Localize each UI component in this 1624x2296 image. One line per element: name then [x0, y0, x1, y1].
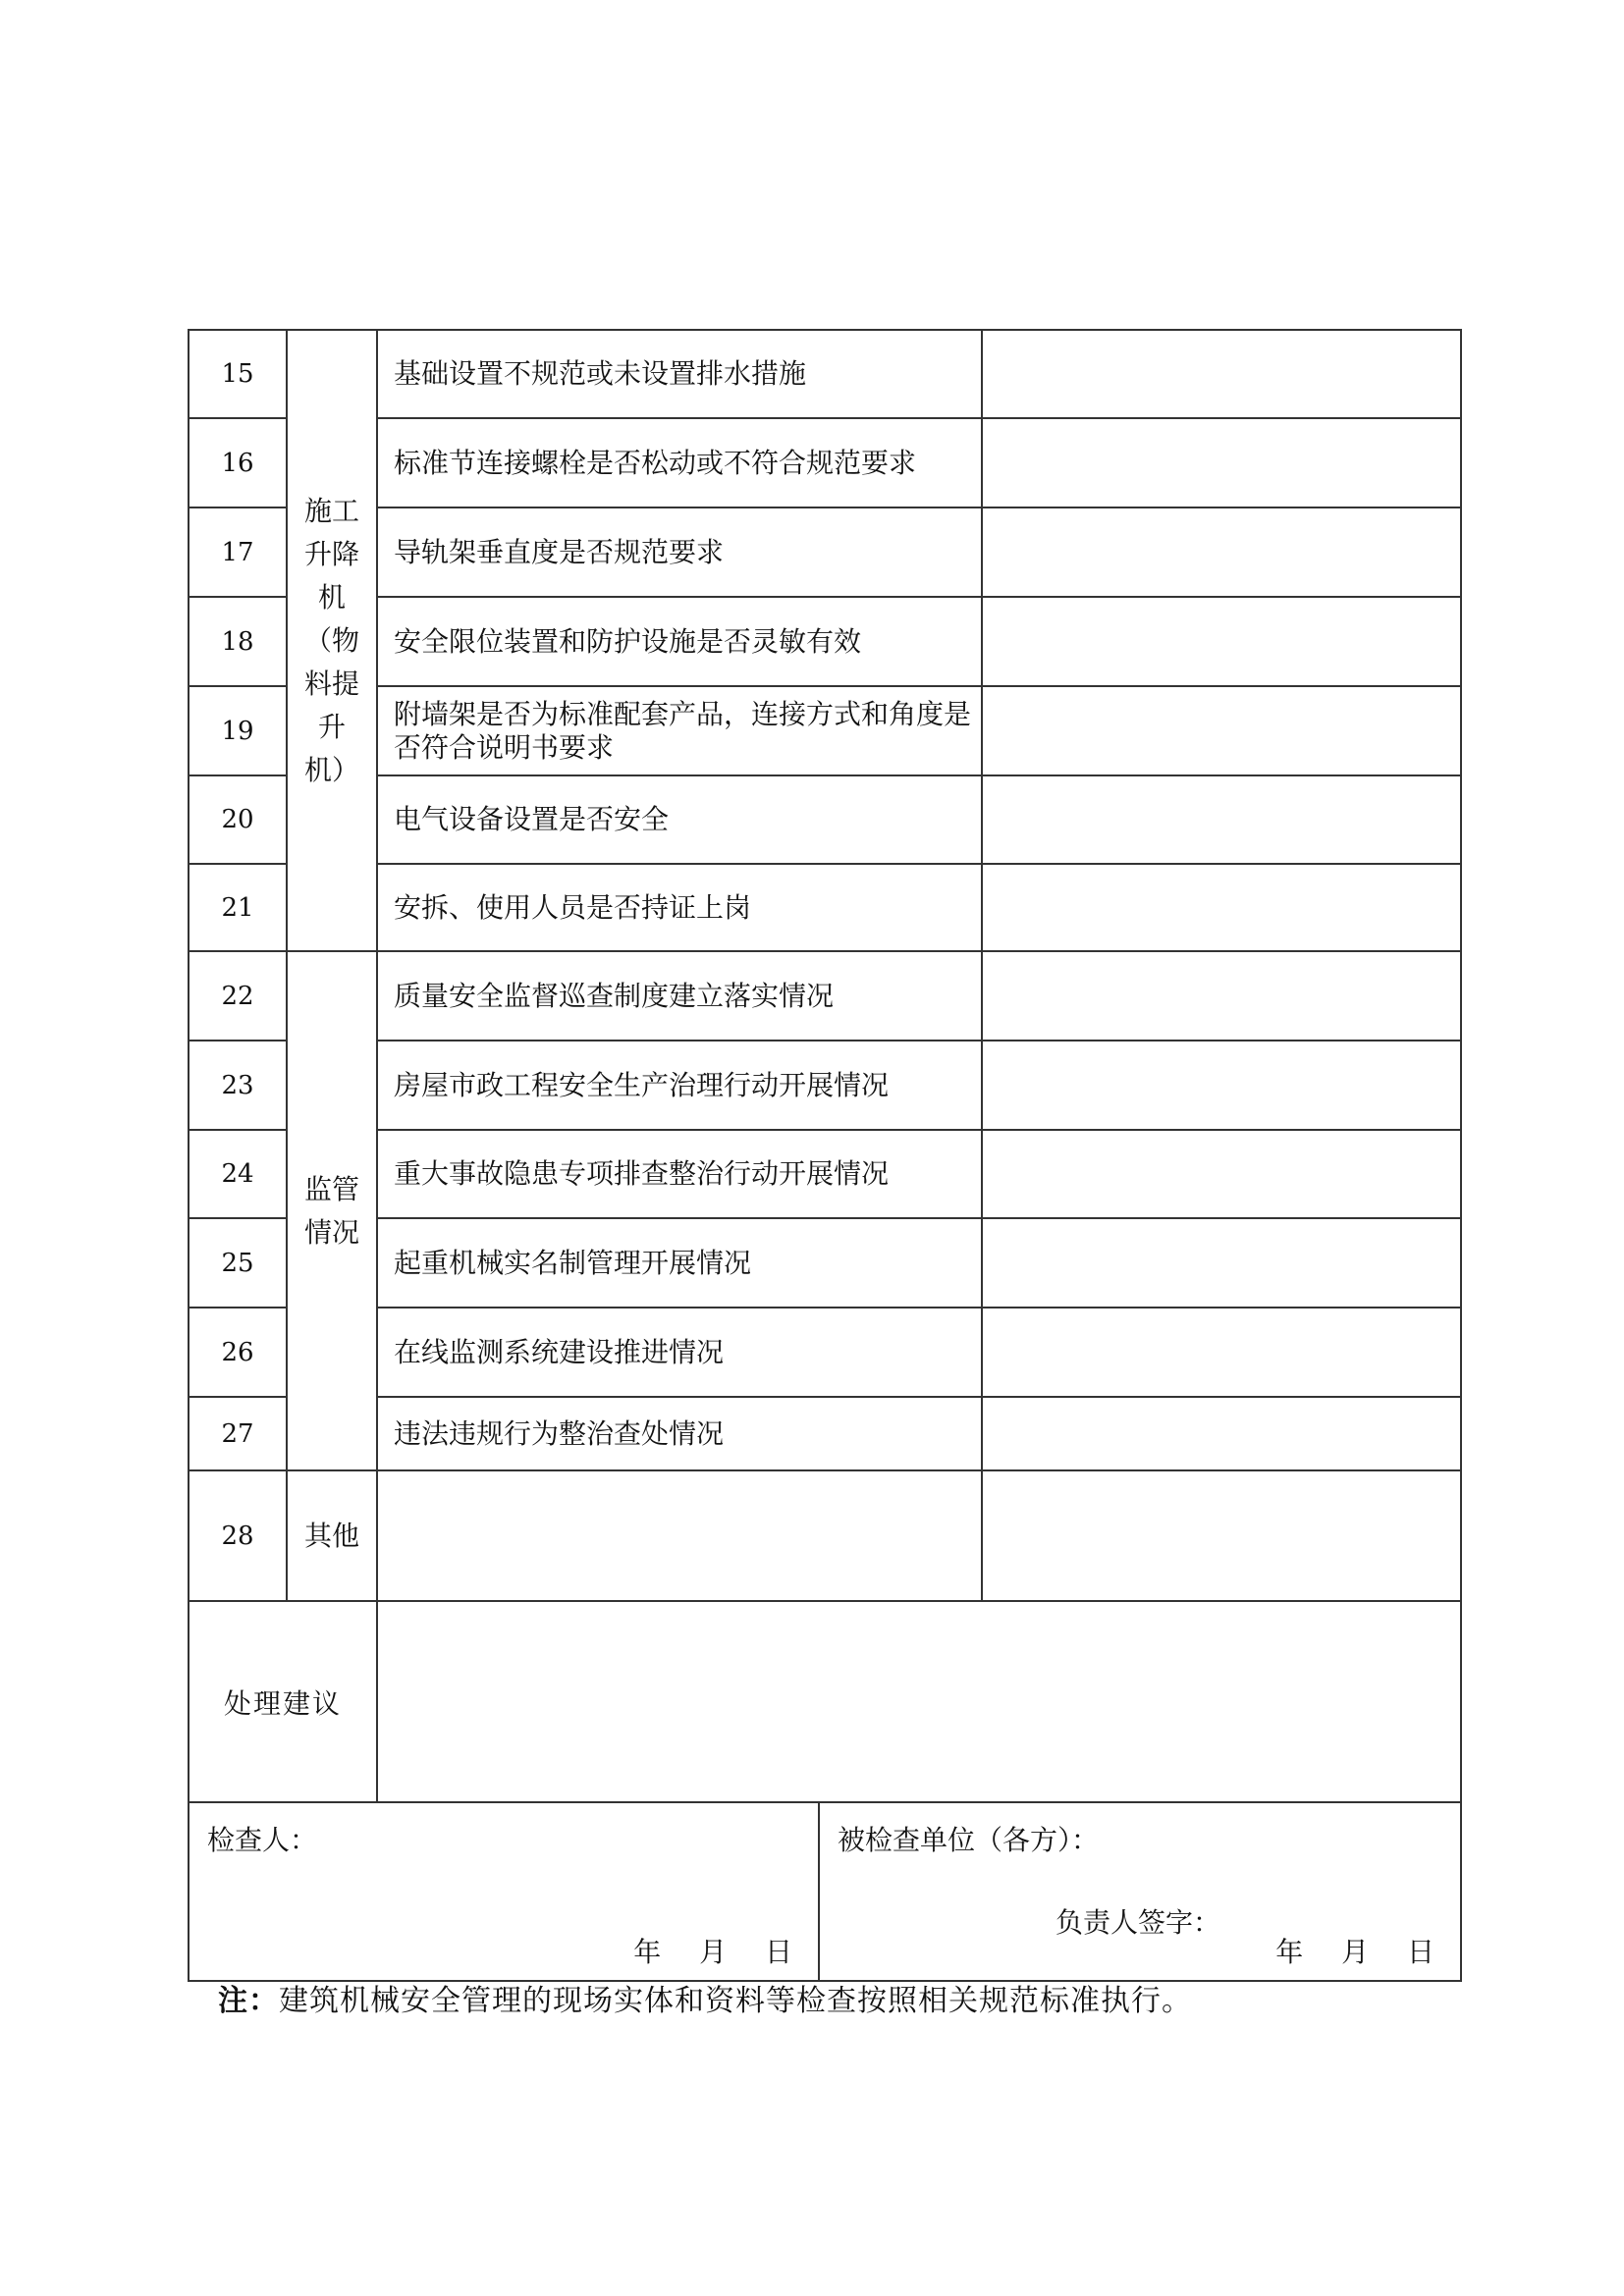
row-number: 24	[189, 1130, 287, 1218]
table-row	[189, 775, 1461, 864]
result-cell[interactable]	[982, 951, 1461, 1041]
result-cell[interactable]	[982, 507, 1461, 597]
row-number: 22	[189, 951, 287, 1041]
check-item: 安拆、使用人员是否持证上岗	[377, 864, 982, 951]
result-cell[interactable]	[982, 1308, 1461, 1397]
result-cell[interactable]	[982, 864, 1461, 951]
check-item: 附墙架是否为标准配套产品，连接方式和角度是否符合说明书要求	[377, 686, 982, 775]
inspection-table	[188, 329, 1462, 1803]
row-number: 15	[189, 330, 287, 418]
inspected-unit-date: 年 月 日	[1275, 1936, 1435, 1968]
table-row	[189, 686, 1461, 775]
row-number: 19	[189, 686, 287, 775]
inspection-form	[188, 329, 1460, 1982]
table-row	[189, 330, 1461, 418]
check-item: 标准节连接螺栓是否松动或不符合规范要求	[377, 418, 982, 507]
advice-row	[189, 1601, 1461, 1802]
advice-label: 处理建议	[189, 1601, 377, 1802]
result-cell[interactable]	[982, 1397, 1461, 1470]
result-cell[interactable]	[982, 597, 1461, 686]
advice-field[interactable]	[377, 1601, 1461, 1802]
result-cell[interactable]	[982, 330, 1461, 418]
row-number: 18	[189, 597, 287, 686]
result-cell[interactable]	[982, 418, 1461, 507]
result-cell[interactable]	[982, 775, 1461, 864]
table-row	[189, 597, 1461, 686]
result-cell[interactable]	[982, 1041, 1461, 1130]
check-item: 电气设备设置是否安全	[377, 775, 982, 864]
signature-label: 负责人签字：	[1056, 1906, 1221, 1939]
table-row	[189, 507, 1461, 597]
row-number: 20	[189, 775, 287, 864]
table-row	[189, 1041, 1461, 1130]
inspected-unit-cell[interactable]	[819, 1802, 1461, 1981]
table-row	[189, 418, 1461, 507]
result-cell[interactable]	[982, 686, 1461, 775]
check-item: 房屋市政工程安全生产治理行动开展情况	[377, 1041, 982, 1130]
row-number: 28	[189, 1470, 287, 1601]
check-item: 违法违规行为整治查处情况	[377, 1397, 982, 1470]
inspected-unit-label: 被检查单位（各方）：	[838, 1824, 1100, 1856]
result-cell[interactable]	[982, 1470, 1461, 1601]
table-row	[189, 951, 1461, 1041]
result-cell[interactable]	[982, 1218, 1461, 1308]
table-row	[189, 1470, 1461, 1601]
result-cell[interactable]	[982, 1130, 1461, 1218]
table-row	[189, 1397, 1461, 1470]
footnote	[218, 1976, 1192, 2019]
row-number: 27	[189, 1397, 287, 1470]
inspector-label: 检查人：	[207, 1824, 318, 1856]
note-prefix: 注：	[218, 1984, 279, 2018]
table-row	[189, 1218, 1461, 1308]
check-item: 基础设置不规范或未设置排水措施	[377, 330, 982, 418]
row-number: 25	[189, 1218, 287, 1308]
row-number: 16	[189, 418, 287, 507]
category-other: 其他	[287, 1470, 377, 1601]
category-hoist: 施工升降机（物料提升机）	[287, 330, 377, 951]
table-row	[189, 864, 1461, 951]
signature-table	[188, 1801, 1462, 1982]
check-item: 安全限位装置和防护设施是否灵敏有效	[377, 597, 982, 686]
row-number: 26	[189, 1308, 287, 1397]
check-item: 质量安全监督巡查制度建立落实情况	[377, 951, 982, 1041]
check-item: 导轨架垂直度是否规范要求	[377, 507, 982, 597]
check-item[interactable]	[377, 1470, 982, 1601]
note-text: 建筑机械安全管理的现场实体和资料等检查按照相关规范标准执行。	[279, 1984, 1192, 2018]
category-supervision: 监管情况	[287, 951, 377, 1470]
check-item: 起重机械实名制管理开展情况	[377, 1218, 982, 1308]
check-item: 在线监测系统建设推进情况	[377, 1308, 982, 1397]
check-item: 重大事故隐患专项排查整治行动开展情况	[377, 1130, 982, 1218]
row-number: 23	[189, 1041, 287, 1130]
table-row	[189, 1130, 1461, 1218]
row-number: 21	[189, 864, 287, 951]
inspector-cell[interactable]	[189, 1802, 819, 1981]
table-row	[189, 1308, 1461, 1397]
row-number: 17	[189, 507, 287, 597]
inspector-date: 年 月 日	[633, 1936, 792, 1968]
